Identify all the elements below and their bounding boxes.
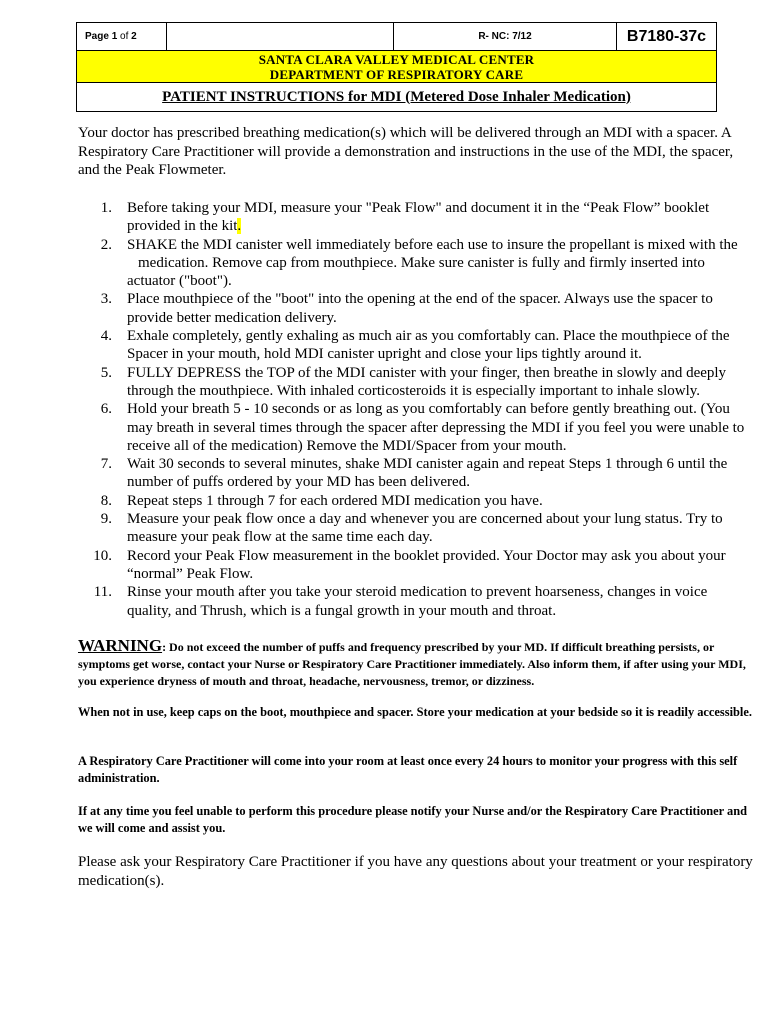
storage-note: When not in use, keep caps on the boot, mouthpiece and spacer. Store your medication at your bedside so it is readily accessible. — [78, 705, 752, 719]
list-item — [78, 492, 754, 510]
intro-paragraph: Your doctor has prescribed breathing medication(s) which will be delivered through an MDI with a spacer. A Respiratory Care Practitioner will provide a demonstration and instructions in the use of the MDI, the spacer, and the Peak Flowmeter. — [78, 125, 734, 179]
monitoring-note: A Respiratory Care Practitioner will come into your room at least once every 24 hours to monitor your progress with this self administration. — [78, 754, 738, 785]
step-number: 6. — [100, 401, 112, 418]
list-item — [78, 547, 754, 584]
step-number: 4. — [100, 328, 112, 345]
step-number: 8. — [100, 492, 112, 509]
department-name: DEPARTMENT OF RESPIRATORY CARE — [269, 66, 524, 82]
step-number: 3. — [100, 291, 112, 308]
step-text: Measure your peak flow once a day and whenever you are concerned about your lung status. Try to measure your peak flow at the same time each day. — [127, 511, 723, 546]
page-number: 1 — [111, 31, 118, 42]
step-text: Place mouthpiece of the "boot" into the opening at the end of the spacer. Always use the spacer to provide better medication delivery. — [127, 291, 713, 326]
page-of-label: of — [117, 31, 132, 42]
step-text: SHAKE the MDI canister well immediately before each use to insure the propellant is mixed with the — [127, 236, 738, 253]
warning-text: : Do not exceed the number of puffs and frequency prescribed by your MD. If difficult breathing persists, or symptoms get worse, contact your Nurse or Respiratory Care Practitioner immediately. Also inform them, if after using your MDI, you experience dryness of mouth and throat, headache, nervousness, tremor, or dizziness. — [78, 640, 746, 688]
form-header-table — [76, 22, 717, 112]
blank-cell — [167, 23, 394, 51]
page-label: Page — [85, 31, 112, 42]
step-number: 1. — [100, 200, 112, 216]
document-title: PATIENT INSTRUCTIONS for MDI (Metered Dose Inhaler Medication) — [162, 88, 631, 105]
list-item — [78, 510, 754, 547]
page-indicator — [77, 23, 167, 51]
assistance-note: If at any time you feel unable to perform this procedure please notify your Nurse and/or the Respiratory Care Practitioner and we will come and assist you. — [78, 804, 748, 835]
step-text: Exhale completely, gently exhaling as much air as you comfortably can. Place the mouthpiece of the Spacer in your mouth, hold MDI canister upright and close your lips tightly around it. — [127, 328, 730, 363]
organization-banner — [77, 51, 717, 83]
step-text: Record your Peak Flow measurement in the booklet provided. Your Doctor may ask you about your “normal” Peak Flow. — [127, 547, 726, 582]
step-number: 9. — [100, 511, 112, 528]
revision-code: R- NC: 7/12 — [394, 23, 617, 51]
list-item — [78, 290, 754, 327]
list-item — [78, 236, 754, 291]
step-text: Before taking your MDI, measure your "Peak Flow" and document it in the “Peak Flow” booklet provided in the kit — [127, 200, 710, 235]
step-text: Hold your breath 5 - 10 seconds or as long as you comfortably can before gently breathing out. (You may breath in several times through the spacer after depressing the MDI if you feel you were unable to receive all of the medication) Remove the MDI/Spacer from your mouth. — [127, 401, 745, 454]
list-item — [78, 400, 754, 455]
organization-name: SANTA CLARA VALLEY MEDICAL CENTER — [258, 51, 535, 67]
list-item — [78, 583, 754, 620]
list-item — [78, 364, 754, 401]
step-number: 5. — [100, 364, 112, 381]
list-item — [78, 199, 754, 236]
step-text: Repeat steps 1 through 7 for each ordered MDI medication you have. — [127, 492, 543, 509]
step-number: 10. — [93, 547, 112, 564]
form-code: B7180-37c — [617, 23, 717, 51]
step-text: FULLY DEPRESS the TOP of the MDI canister with your finger, then breathe in slowly and deeply through the mouthpiece. With inhaled corticosteroids it is especially important to inhale slowly. — [127, 364, 727, 399]
warning-label: WARNING — [78, 636, 163, 655]
closing-paragraph: Please ask your Respiratory Care Practitioner if you have any questions about your treatment or your respiratory medication(s). — [78, 854, 753, 889]
step-number: 11. — [93, 584, 112, 601]
instruction-list — [78, 199, 754, 620]
page-total: 2 — [131, 31, 137, 42]
highlight-mark: . — [237, 218, 242, 235]
title-cell — [77, 83, 717, 112]
warning-paragraph — [78, 637, 754, 690]
step-text-continued: medication. Remove cap from mouthpiece. Make sure canister is fully and firmly inserted into actuator ("boot"). — [127, 254, 705, 290]
list-item — [78, 327, 754, 364]
step-number: 2. — [100, 236, 112, 253]
step-number: 7. — [100, 456, 112, 473]
step-text: Rinse your mouth after you take your steroid medication to prevent hoarseness, changes in voice quality, and Thrush, which is a fungal growth in your mouth and throat. — [127, 584, 708, 619]
list-item — [78, 455, 754, 492]
step-text: Wait 30 seconds to several minutes, shake MDI canister again and repeat Steps 1 through 6 until the number of puffs ordered by your MD has been delivered. — [127, 456, 728, 491]
